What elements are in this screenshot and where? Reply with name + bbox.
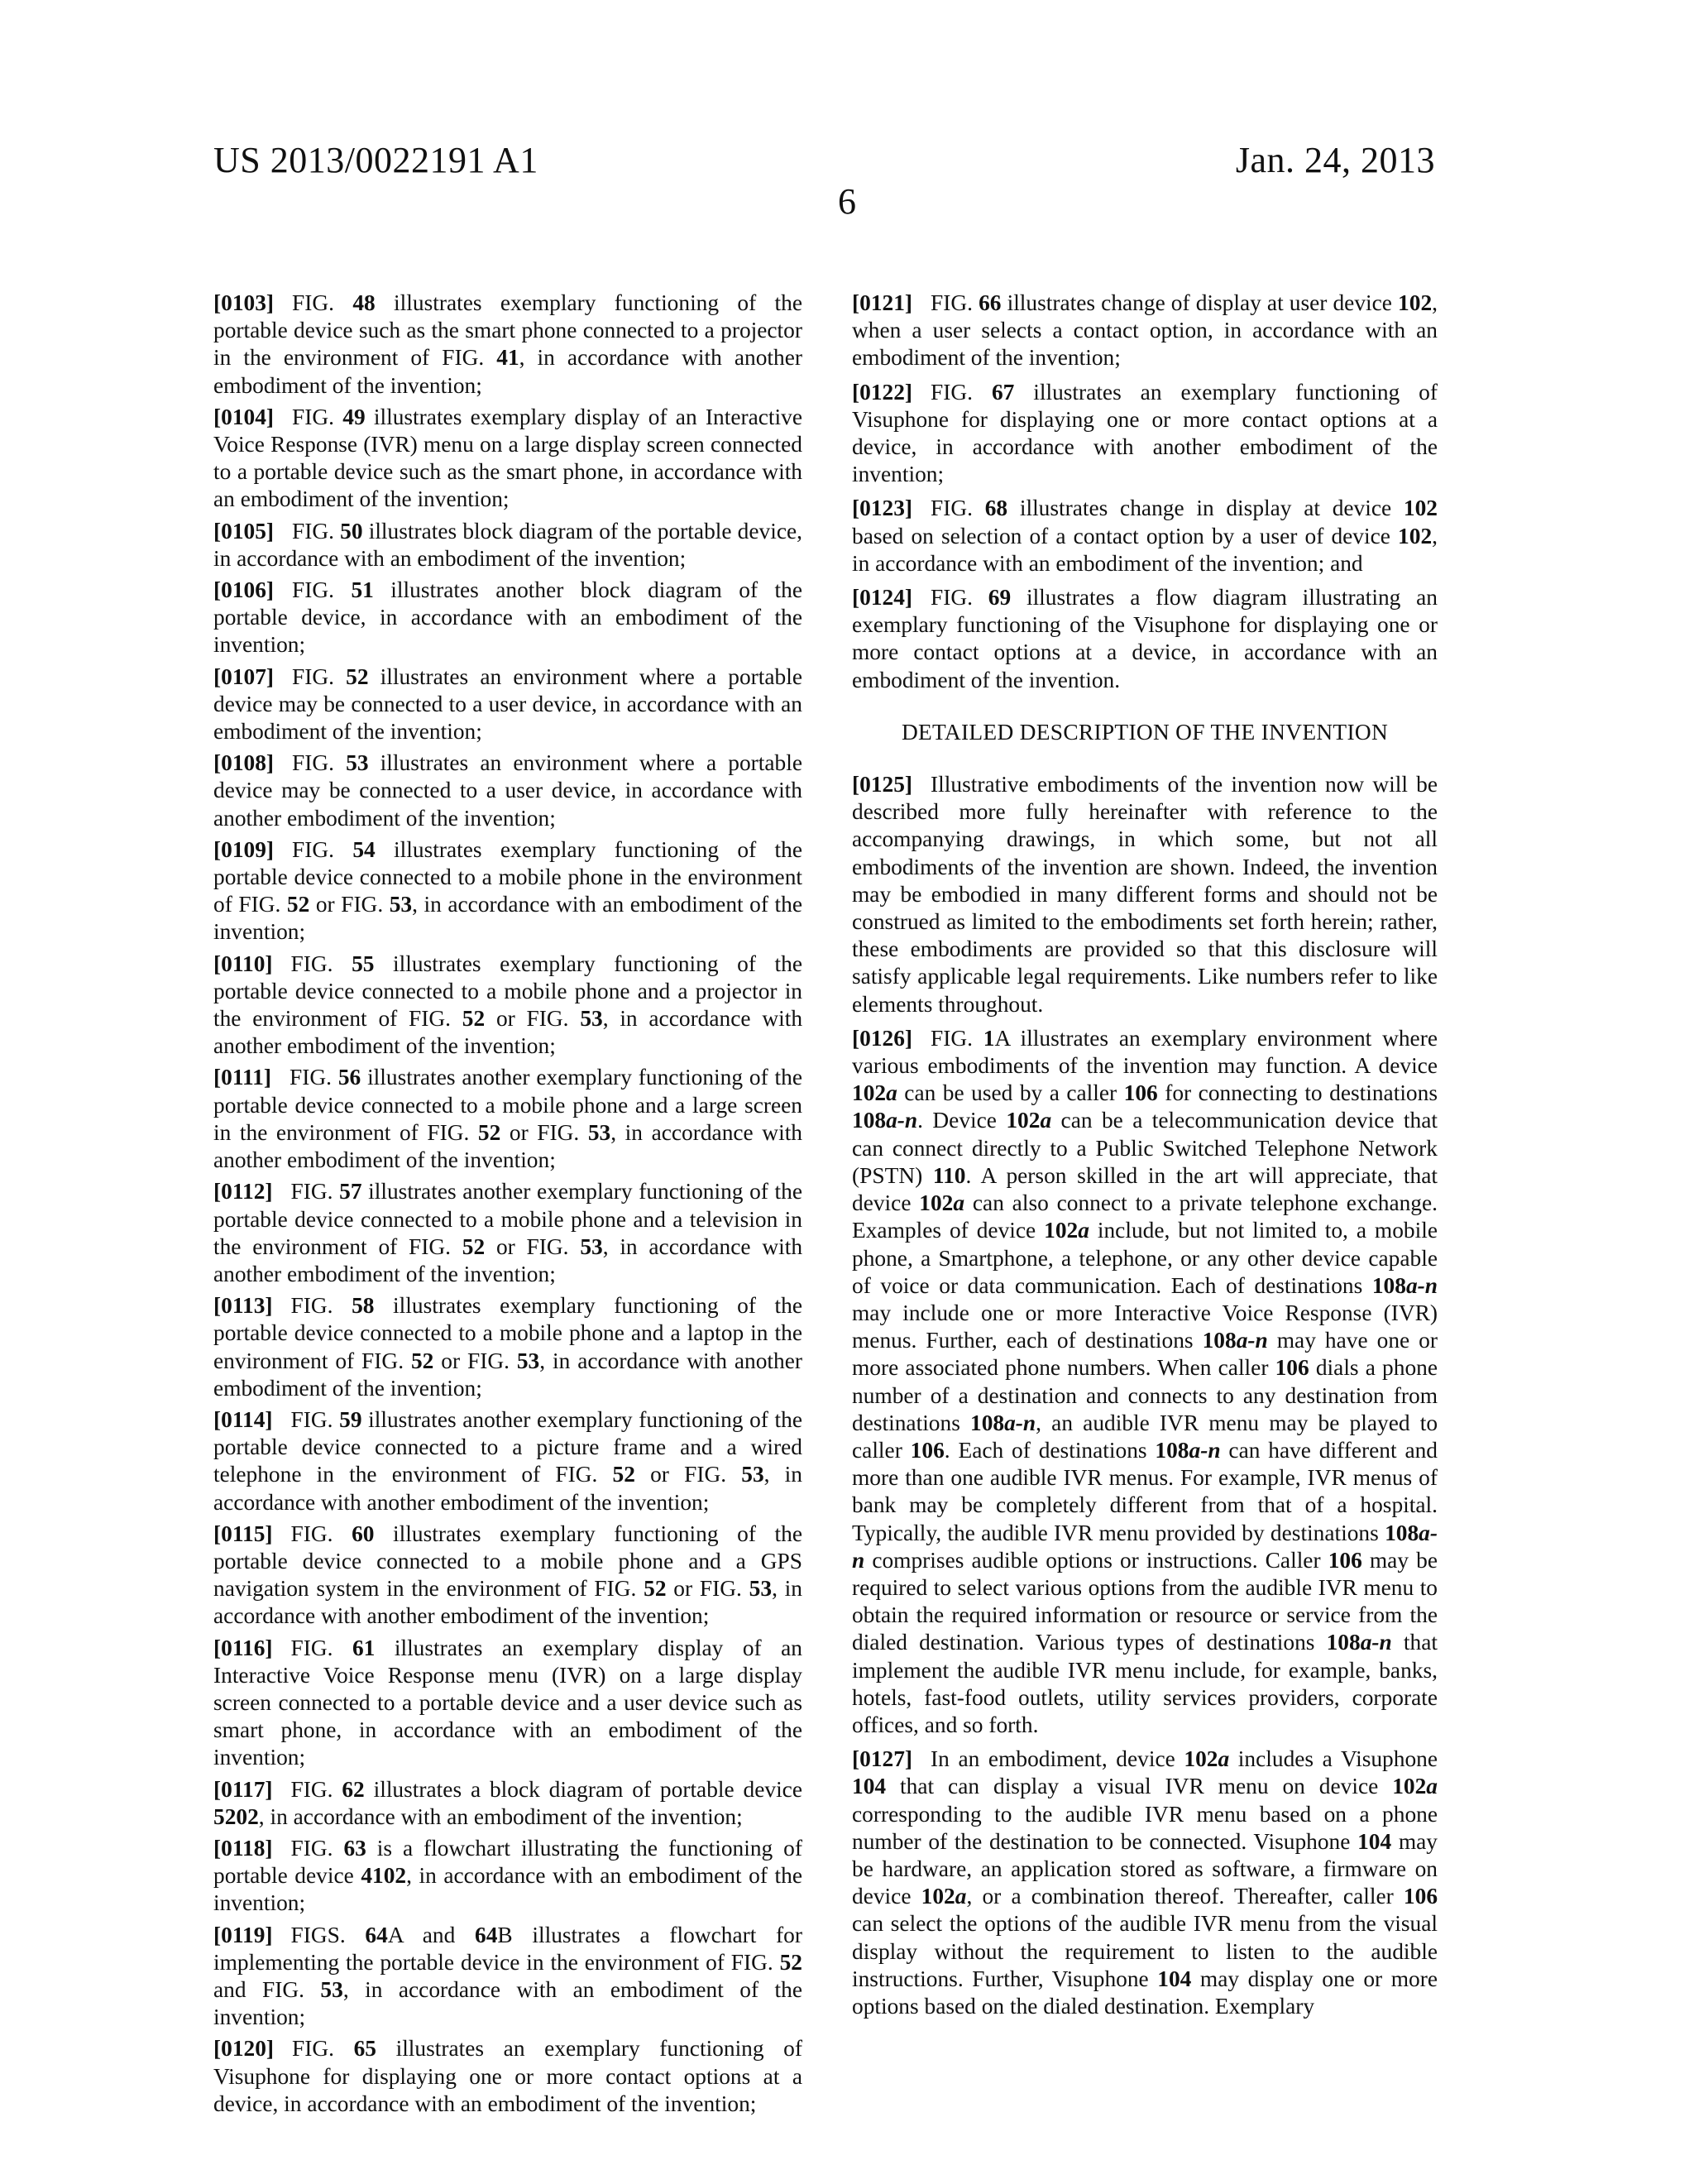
- right-column: [852, 290, 1438, 2027]
- paragraph-number: [0115]: [213, 1521, 273, 1546]
- paragraph-number: [0125]: [852, 772, 913, 797]
- paragraph-number: [0113]: [213, 1293, 273, 1319]
- paragraph-0113: [213, 1292, 802, 1402]
- publication-date: Jan. 24, 2013: [1235, 140, 1435, 180]
- paragraph-text: FIG. 50 illustrates block diagram of the portable device, in accordance with an embodiment of the invention;: [213, 518, 802, 571]
- paragraph-number: [0103]: [213, 290, 275, 315]
- paragraph-0106: [213, 577, 802, 659]
- paragraph-0114: [213, 1406, 802, 1516]
- paragraph-text: FIG. 55 illustrates exemplary functioning of the portable device connected to a mobile phone and a projector in the environment of FIG. 52 or FIG. 53, in accordance with another embodiment of the invention;: [213, 951, 803, 1059]
- paragraph-number: [0108]: [213, 750, 275, 776]
- paragraph-number: [0109]: [213, 836, 275, 862]
- paragraph-text: FIGS. 64A and 64B illustrates a flowchart for implementing the portable device in the environment of FIG. 52 and FIG. 53, in accordance with an embodiment of the invention;: [213, 1922, 802, 2030]
- paragraph-text: FIG. 54 illustrates exemplary functioning of the portable device connected to a mobile phone in the environment of FIG. 52 or FIG. 53, in accordance with an embodiment of the invention;: [213, 836, 803, 945]
- paragraph-text: FIG. 67 illustrates an exemplary functioning of Visuphone for displaying one or more contact options at a device, in accordance with another embodiment of the invention;: [852, 379, 1438, 487]
- paragraph-0112: [213, 1178, 802, 1288]
- paragraph-0126: [852, 1025, 1438, 1739]
- paragraph-0124: [852, 584, 1438, 694]
- paragraph-text: FIG. 49 illustrates exemplary display of an Interactive Voice Response (IVR) menu on a large display screen connected to a portable device such as the smart phone, in accordance with an embodiment of the invention;: [213, 404, 802, 512]
- publication-number: US 2013/0022191 A1: [213, 140, 538, 180]
- paragraph-text: FIG. 61 illustrates an exemplary display of an Interactive Voice Response menu (IVR) on a large display screen connected to a portable device and a user device such as smart phone, in accordance with an embodiment of the invention;: [213, 1635, 802, 1770]
- paragraph-0104: [213, 404, 802, 514]
- paragraph-number: [0114]: [213, 1406, 273, 1432]
- paragraph-text: FIG. 66 illustrates change of display at user device 102, when a user selects a contact option, in accordance with an embodiment of the invention;: [852, 290, 1438, 371]
- paragraph-text: FIG. 53 illustrates an environment where a portable device may be connected to a user device, in accordance with another embodiment of the invention;: [213, 750, 802, 831]
- paragraph-0107: [213, 663, 802, 746]
- paragraph-0121: [852, 290, 1438, 372]
- paragraph-number: [0120]: [213, 2036, 275, 2062]
- paragraph-text: FIG. 63 is a flowchart illustrating the functioning of portable device 4102, in accordance with an embodiment of the invention;: [213, 1835, 802, 1916]
- paragraph-0119: [213, 1922, 802, 2032]
- paragraph-text: In an embodiment, device 102a includes a Visuphone 104 that can display a visual IVR menu on device 102a corresponding to the audible IVR menu based on a phone number of the destination to be connected. Visuphone 104 may be hardware, an application stored as software, a firmware on device 102a, or a combination thereof. Thereafter, caller 106 can select the options of the audible IVR menu from the visual display without the requirement to listen to the audible instructions. Further, Visuphone 104 may display one or more options based on the dialed destination. Exemplary: [852, 1746, 1438, 2019]
- section-heading: DETAILED DESCRIPTION OF THE INVENTION: [901, 719, 1389, 745]
- paragraph-0116: [213, 1635, 802, 1772]
- paragraph-number: [0121]: [852, 290, 913, 315]
- right-column-figure-list: [852, 290, 1438, 694]
- paragraph-text: FIG. 52 illustrates an environment where a portable device may be connected to a user device, in accordance with an embodiment of the invention;: [213, 663, 802, 745]
- paragraph-number: [0127]: [852, 1746, 913, 1772]
- paragraph-0118: [213, 1835, 802, 1918]
- paragraph-number: [0126]: [852, 1025, 913, 1051]
- paragraph-text: FIG. 60 illustrates exemplary functioning of the portable device connected to a mobile phone and a GPS navigation system in the environment of FIG. 52 or FIG. 53, in accordance with another embodiment of the invention;: [213, 1521, 802, 1629]
- paragraph-text: FIG. 59 illustrates another exemplary functioning of the portable device connected to a picture frame and a wired telephone in the environment of FIG. 52 or FIG. 53, in accordance with another embodiment of the invention;: [213, 1406, 802, 1515]
- paragraph-0123: [852, 495, 1438, 577]
- paragraph-text: Illustrative embodiments of the invention now will be described more fully hereinafter with reference to the accompanying drawings, in which some, but not all embodiments of the invention are shown. Indeed, the invention may be embodied in many different forms and should not be construed as limited to the embodiments set forth herein; rather, these embodiments are provided so that this disclosure will satisfy applicable legal requirements. Like numbers refer to like elements throughout.: [852, 772, 1438, 1017]
- paragraph-0111: [213, 1064, 802, 1174]
- paragraph-0103: [213, 290, 802, 400]
- paragraph-0115: [213, 1521, 802, 1631]
- paragraph-number: [0111]: [213, 1065, 272, 1090]
- paragraph-number: [0110]: [213, 951, 273, 976]
- paragraph-text: FIG. 69 illustrates a flow diagram illustrating an exemplary functioning of the Visuphone for displaying one or more contact options at a device, in accordance with an embodiment of the invention.: [852, 585, 1438, 692]
- paragraph-text: FIG. 58 illustrates exemplary functioning of the portable device connected to a mobile phone and a laptop in the environment of FIG. 52 or FIG. 53, in accordance with another embodiment of the invention;: [213, 1293, 802, 1401]
- paragraph-text: FIG. 65 illustrates an exemplary functioning of Visuphone for displaying one or more contact options at a device, in accordance with an embodiment of the invention;: [213, 2036, 802, 2116]
- left-column: [213, 290, 802, 2122]
- paragraph-number: [0118]: [213, 1835, 273, 1861]
- paragraph-number: [0105]: [213, 518, 275, 544]
- paragraph-number: [0117]: [213, 1776, 273, 1802]
- paragraph-0109: [213, 836, 802, 946]
- page-number: 6: [838, 181, 856, 222]
- paragraph-0108: [213, 750, 802, 832]
- paragraph-number: [0116]: [213, 1635, 273, 1660]
- paragraph-0110: [213, 951, 802, 1061]
- paragraph-number: [0124]: [852, 585, 913, 611]
- paragraph-0120: [213, 2035, 802, 2118]
- paragraph-0127: [852, 1746, 1438, 2020]
- paragraph-0117: [213, 1776, 802, 1831]
- paragraph-number: [0122]: [852, 379, 913, 405]
- paragraph-number: [0106]: [213, 577, 275, 603]
- paragraph-0105: [213, 518, 802, 572]
- paragraph-text: FIG. 68 illustrates change in display at device 102 based on selection of a contact option by a user of device 102, in accordance with an embodiment of the invention; and: [852, 496, 1438, 576]
- paragraph-text: FIG. 48 illustrates exemplary functioning of the portable device such as the smart phone connected to a projector in the environment of FIG. 41, in accordance with another embodiment of the invention;: [213, 290, 802, 398]
- right-column-description: [852, 771, 1438, 2020]
- paragraph-number: [0123]: [852, 496, 913, 521]
- paragraph-text: FIG. 57 illustrates another exemplary functioning of the portable device connected to a mobile phone and a television in the environment of FIG. 52 or FIG. 53, in accordance with another embodiment of the invention;: [213, 1179, 803, 1286]
- paragraph-text: FIG. 1A illustrates an exemplary environment where various embodiments of the invention may function. A device 102a can be used by a caller 106 for connecting to destinations 108a-n. Device 102a can be a telecommunication device that can connect directly to a Public Switched Telephone Network (PSTN) 110. A person skilled in the art will appreciate, that device 102a can also connect to a private telephone exchange. Examples of device 102a include, but not limited to, a mobile phone, a Smartphone, a telephone, or any other device capable of voice or data communication. Each of destinations 108a-n may include one or more Interactive Voice Response (IVR) menus. Further, each of destinations 108a-n may have one or more associated phone numbers. When caller 106 dials a phone number of a destination and connects to any destination from destinations 108a-n, an audible IVR menu may be played to caller 106. Each of destinations 108a-n can have different and more than one audible IVR menus. For example, IVR menus of bank may be completely different from that of a hospital. Typically, the audible IVR menu provided by destinations 108a-n comprises audible options or instructions. Caller 106 may be required to select various options from the audible IVR menu to obtain the required information or resource or service from the dialed destination. Various types of destinations 108a-n that implement the audible IVR menu include, for example, banks, hotels, fast-food outlets, utility services providers, corporate offices, and so forth.: [852, 1025, 1438, 1737]
- paragraph-0125: [852, 771, 1438, 1018]
- paragraph-number: [0112]: [213, 1179, 273, 1205]
- paragraph-text: FIG. 62 illustrates a block diagram of portable device 5202, in accordance with an embodiment of the invention;: [213, 1776, 802, 1829]
- paragraph-number: [0119]: [213, 1922, 273, 1947]
- paragraph-text: FIG. 56 illustrates another exemplary functioning of the portable device connected to a mobile phone and a large screen in the environment of FIG. 52 or FIG. 53, in accordance with another embodiment of the invention;: [213, 1065, 802, 1173]
- paragraph-number: [0107]: [213, 663, 275, 689]
- paragraph-0122: [852, 379, 1438, 489]
- paragraph-text: FIG. 51 illustrates another block diagram of the portable device, in accordance with an embodiment of the invention;: [213, 577, 803, 658]
- paragraph-number: [0104]: [213, 404, 275, 429]
